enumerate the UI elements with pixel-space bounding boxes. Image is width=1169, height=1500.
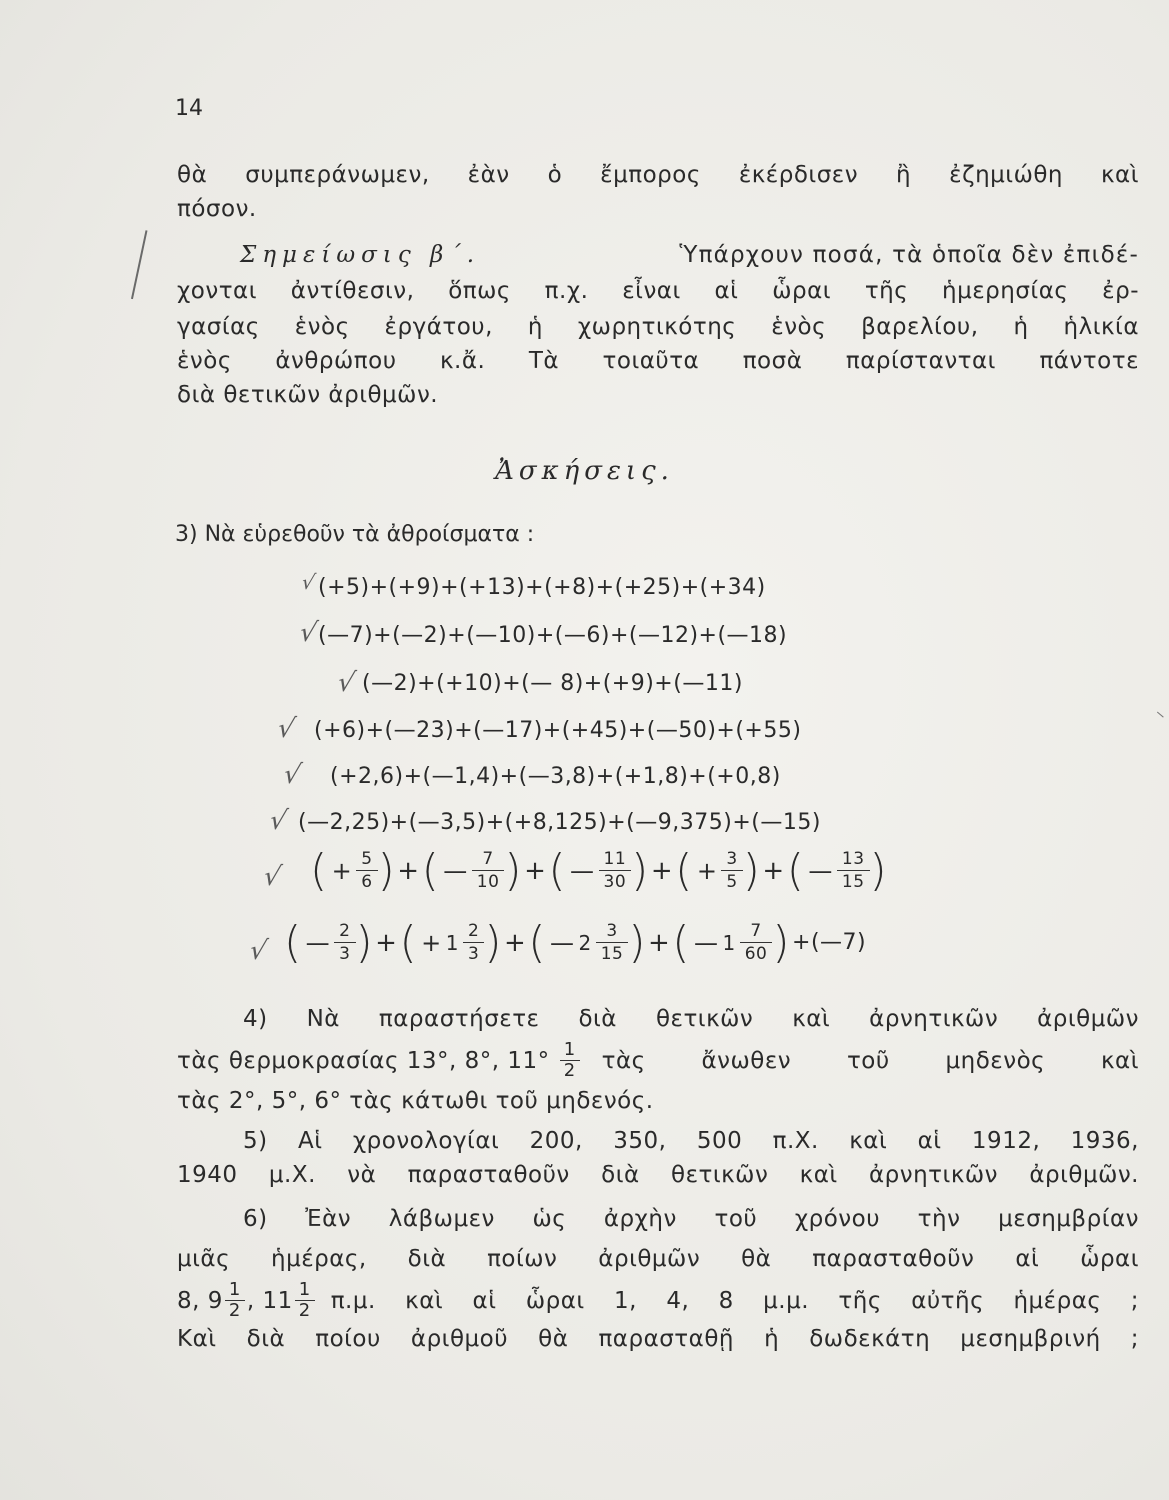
fraction bbox=[356, 848, 377, 893]
fraction-term bbox=[284, 916, 374, 968]
note-text: Ὑπάρχουν ποσά, τὰ ὁποῖα δὲν ἐπιδέ- bbox=[679, 242, 1139, 268]
paren: ) bbox=[772, 916, 791, 968]
check-mark-icon: √ bbox=[296, 618, 320, 648]
note-label: Σημείωσις β΄. bbox=[240, 242, 481, 268]
fraction-numerator: 1 bbox=[563, 1039, 576, 1060]
exercise-6-text: , 11 bbox=[246, 1287, 293, 1314]
fraction-denominator: 2 bbox=[560, 1060, 580, 1081]
note-first-line bbox=[240, 242, 1139, 268]
fraction-denominator: 10 bbox=[472, 870, 505, 893]
paren: ( bbox=[284, 916, 302, 968]
exercise-6-line bbox=[177, 1280, 1139, 1321]
plus-sign: + bbox=[375, 927, 398, 958]
exercise-6-text: π.μ. καὶ αἱ ὧραι 1, 4, 8 μ.μ. τῆς αὐτῆς ἡμέρας ; bbox=[330, 1287, 1139, 1314]
fraction-numerator: 1 bbox=[228, 1279, 241, 1300]
paren: ) bbox=[742, 844, 761, 896]
check-mark-icon: √ bbox=[280, 760, 304, 790]
fraction bbox=[463, 920, 484, 965]
check-mark-icon: √ bbox=[299, 570, 318, 594]
fraction-denominator: 60 bbox=[740, 942, 773, 965]
equation-tail: +(—7) bbox=[792, 930, 867, 955]
fraction bbox=[225, 1280, 245, 1321]
fraction-denominator: 15 bbox=[596, 942, 629, 965]
stray-mark bbox=[1156, 712, 1163, 719]
fraction-numerator: 13 bbox=[841, 849, 865, 869]
fraction bbox=[560, 1040, 580, 1081]
paragraph-line: θὰ συμπεράνωμεν, ἐὰν ὁ ἔμπορος ἐκέρδισεν ἢ ἐζημιώθη καὶ bbox=[177, 162, 1139, 188]
paren: ( bbox=[672, 916, 690, 968]
fraction-numerator: 7 bbox=[750, 921, 762, 941]
term-sign: — bbox=[549, 928, 575, 957]
paren: ) bbox=[869, 844, 888, 896]
equation: (—2,25)+(—3,5)+(+8,125)+(—9,375)+(—15) bbox=[298, 810, 821, 835]
paren: ( bbox=[786, 844, 805, 896]
fraction-numerator: 3 bbox=[606, 921, 618, 941]
paren: ( bbox=[399, 916, 418, 968]
fraction-denominator: 2 bbox=[225, 1300, 245, 1321]
exercise-4-text: τὰς θερμοκρασίας 13°, 8°, 11° bbox=[177, 1047, 550, 1074]
exercise-6-line: 6) Ἐὰν λάβωμεν ὡς ἀρχὴν τοῦ χρόνου τὴν μεσημβρίαν bbox=[243, 1206, 1139, 1232]
fraction-term bbox=[548, 844, 649, 896]
paren: ) bbox=[355, 916, 374, 968]
paren: ( bbox=[528, 916, 546, 968]
equation: (+6)+(—23)+(—17)+(+45)+(—50)+(+55) bbox=[314, 718, 802, 743]
check-mark-icon: √ bbox=[246, 936, 270, 966]
fraction bbox=[295, 1280, 315, 1321]
paren: ) bbox=[377, 844, 396, 896]
page-number: 14 bbox=[175, 96, 203, 121]
equation: (—7)+(—2)+(—10)+(—6)+(—12)+(—18) bbox=[318, 623, 788, 648]
term-sign: — bbox=[570, 856, 595, 885]
note-line: ἑνὸς ἀνθρώπου κ.ἄ. Τὰ τοιαῦτα ποσὰ παρίστανται πάντοτε bbox=[177, 348, 1139, 374]
equation: (—2)+(+10)+(— 8)+(+9)+(—11) bbox=[362, 671, 743, 696]
check-mark-icon: √ bbox=[260, 862, 284, 892]
fraction-numerator: 11 bbox=[603, 849, 627, 869]
term-sign: + bbox=[696, 856, 718, 885]
fraction-numerator: 2 bbox=[467, 921, 480, 941]
fraction bbox=[472, 848, 505, 893]
fraction bbox=[334, 920, 355, 965]
fraction-numerator: 2 bbox=[339, 921, 351, 941]
note-line: χονται ἀντίθεσιν, ὅπως π.χ. εἶναι αἱ ὧραι τῆς ἡμερησίας ἐρ- bbox=[177, 278, 1139, 304]
plus-sign: + bbox=[762, 855, 785, 886]
exercise-4-line: 4) Νὰ παραστήσετε διὰ θετικῶν καὶ ἀρνητικῶν ἀριθμῶν bbox=[243, 1006, 1139, 1032]
fraction-denominator: 6 bbox=[356, 870, 377, 893]
equation: (+5)+(+9)+(+13)+(+8)+(+25)+(+34) bbox=[318, 575, 766, 600]
exercise-6-text: 8, 9 bbox=[177, 1287, 223, 1314]
exercises-heading: Ἀσκήσεις. bbox=[495, 456, 674, 486]
exercise-3-label: 3) Νὰ εὑρεθοῦν τὰ ἀθροίσματα : bbox=[175, 522, 535, 547]
term-sign: + bbox=[331, 856, 353, 885]
exercise-4-line: τὰς 2°, 5°, 6° τὰς κάτωθι τοῦ μηδενός. bbox=[177, 1088, 654, 1114]
fraction-term bbox=[672, 916, 791, 968]
fraction-term bbox=[310, 844, 396, 896]
term-sign: + bbox=[421, 928, 442, 957]
fraction-term bbox=[786, 844, 888, 896]
term-sign: — bbox=[808, 856, 833, 885]
term-sign: — bbox=[443, 856, 468, 885]
check-mark-icon: √ bbox=[266, 806, 290, 836]
exercise-4-line bbox=[177, 1040, 1139, 1081]
margin-pencil-mark bbox=[131, 230, 169, 303]
paren: ) bbox=[628, 916, 646, 968]
fraction-numerator: 7 bbox=[482, 849, 494, 869]
paren: ( bbox=[310, 844, 328, 896]
paren: ( bbox=[421, 844, 440, 896]
fraction-denominator: 30 bbox=[599, 870, 632, 893]
plus-sign: + bbox=[503, 927, 527, 958]
exercise-6-line: Καὶ διὰ ποίου ἀριθμοῦ θὰ παρασταθῇ ἡ δωδεκάτη μεσημβρινή ; bbox=[177, 1326, 1139, 1352]
fraction bbox=[596, 920, 629, 965]
paren: ) bbox=[484, 916, 502, 968]
exercise-5-line: 1940 μ.Χ. νὰ παρασταθοῦν διὰ θετικῶν καὶ ἀρνητικῶν ἀριθμῶν. bbox=[177, 1162, 1139, 1188]
fraction-denominator: 5 bbox=[721, 870, 742, 893]
plus-sign: + bbox=[648, 927, 671, 958]
fraction-numerator: 5 bbox=[361, 849, 373, 869]
paragraph-line: πόσον. bbox=[177, 196, 257, 222]
plus-sign: + bbox=[397, 855, 420, 886]
exercise-5-line: 5) Αἱ χρονολογίαι 200, 350, 500 π.Χ. καὶ αἱ 1912, 1936, bbox=[243, 1128, 1139, 1154]
term-whole: 1 bbox=[445, 930, 459, 955]
check-mark-icon: √ bbox=[334, 668, 358, 698]
fraction-equation bbox=[310, 844, 888, 896]
note-line: διὰ θετικῶν ἀριθμῶν. bbox=[177, 382, 439, 408]
fraction bbox=[837, 848, 870, 893]
fraction-term bbox=[675, 844, 761, 896]
fraction-term bbox=[528, 916, 646, 968]
note-line: γασίας ἑνὸς ἐργάτου, ἡ χωρητικότης ἑνὸς βαρελίου, ἡ ἡλικία bbox=[177, 314, 1139, 340]
paren: ( bbox=[675, 844, 693, 896]
check-mark-icon: √ bbox=[274, 714, 298, 744]
term-sign: — bbox=[305, 928, 331, 957]
equation: (+2,6)+(—1,4)+(—3,8)+(+1,8)+(+0,8) bbox=[330, 764, 781, 789]
term-whole: 2 bbox=[578, 930, 592, 955]
paren: ( bbox=[548, 844, 567, 896]
fraction bbox=[599, 848, 632, 893]
fraction-denominator: 2 bbox=[295, 1300, 315, 1321]
exercise-4-text: τὰς ἄνωθεν τοῦ μηδενὸς καὶ bbox=[601, 1047, 1139, 1074]
fraction-numerator: 3 bbox=[726, 849, 738, 869]
fraction-equation bbox=[284, 916, 867, 968]
fraction-denominator: 3 bbox=[334, 942, 355, 965]
fraction-numerator: 1 bbox=[298, 1279, 311, 1300]
fraction bbox=[740, 920, 773, 965]
exercise-6-line: μιᾶς ἡμέρας, διὰ ποίων ἀριθμῶν θὰ παρασταθοῦν αἱ ὧραι bbox=[177, 1246, 1139, 1272]
term-sign: — bbox=[693, 928, 719, 957]
paren: ) bbox=[504, 844, 523, 896]
fraction-denominator: 15 bbox=[837, 870, 870, 893]
paren: ) bbox=[631, 844, 649, 896]
fraction-denominator: 3 bbox=[463, 942, 484, 965]
fraction-term bbox=[421, 844, 523, 896]
fraction-term bbox=[399, 916, 502, 968]
plus-sign: + bbox=[650, 855, 674, 886]
fraction bbox=[721, 848, 742, 893]
plus-sign: + bbox=[524, 855, 547, 886]
term-whole: 1 bbox=[722, 930, 736, 955]
